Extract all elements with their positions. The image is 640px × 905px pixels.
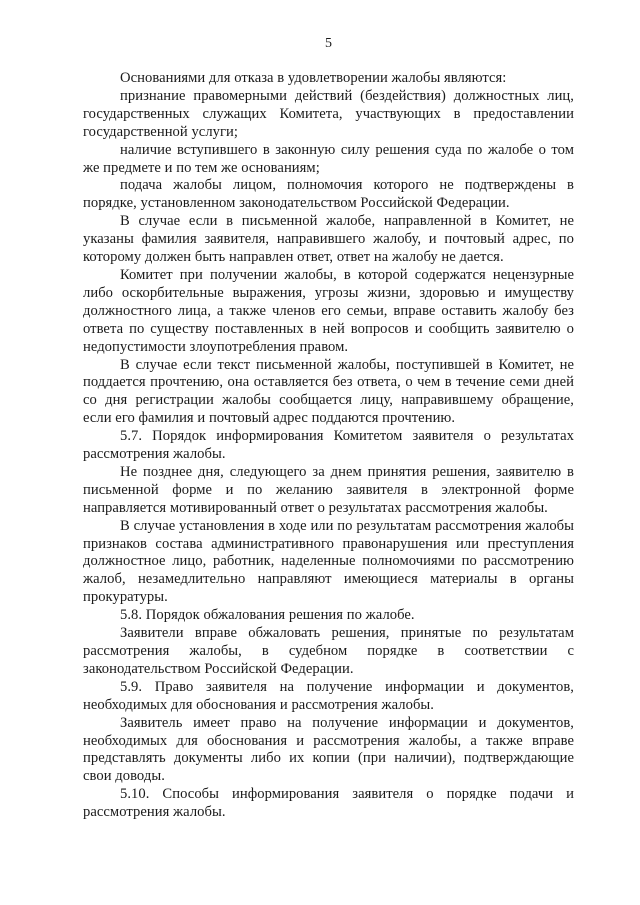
paragraph-offensive-language: Комитет при получении жалобы, в которой содержатся нецензурные либо оскорбительные выражения, угрозы жизни, здоровью и имуществу должностного лица, а также членов его семьи, вправе оставить жалобу без ответа по существу поставленных в ней вопросов и сообщить заявителю о недопустимости злоупотребления правом. [83, 266, 574, 355]
section-heading-5-8: 5.8. Порядок обжалования решения по жалобе. [120, 607, 415, 624]
paragraph-right-to-information: Заявитель имеет право на получение информации и документов, необходимых для обоснования и рассмотрения жалобы, а также вправе представлять документы либо их копии (при наличии), подтверждающие свои доводы. [83, 714, 574, 785]
paragraph-violation-found: В случае установления в ходе или по результатам рассмотрения жалобы признаков состава административного правонарушения или преступления должностное лицо, работник, наделенные полномочиями по рассмотрению жалоб, незамедлительно направляют имеющиеся материалы в органы прокуратуры. [83, 517, 574, 606]
paragraph-grounds-for-refusal: Основаниями для отказа в удовлетворении жалобы являются: [120, 70, 507, 86]
paragraph-court-decision: наличие вступившего в законную силу решения суда по жалобе о том же предмете и по тем же основаниям; [83, 141, 574, 176]
paragraph-unconfirmed-authority: подача жалобы лицом, полномочия которого не подтверждены в порядке, установленном законодательством Российской Федерации. [83, 177, 574, 212]
paragraph-response-deadline: Не позднее дня, следующего за днем принятия решения, заявителю в письменной форме и по желанию заявителя в электронной форме направляется мотивированный ответ о результатах рассмотрения жалобы. [83, 463, 574, 516]
paragraph-lawful-actions: признание правомерными действий (бездействия) должностных лиц, государственных служащих Комитета, участвующих в предоставлении государственной услуги; [83, 87, 574, 140]
section-heading-5-7: 5.7. Порядок информирования Комитетом заявителя о результатах рассмотрения жалобы. [83, 428, 574, 463]
paragraph-unreadable-text: В случае если текст письменной жалобы, поступившей в Комитет, не поддается прочтению, она оставляется без ответа, о чем в течение семи дней со дня регистрации жалобы сообщается лицу, направившему обращение, если его фамилия и почтовый адрес поддаются прочтению. [83, 356, 574, 427]
section-heading-5-10: 5.10. Способы информирования заявителя о порядке подачи и рассмотрения жалобы. [83, 786, 574, 821]
document-page [83, 36, 574, 822]
page-number: 5 [325, 36, 332, 51]
paragraph-no-name-address: В случае если в письменной жалобе, направленной в Комитет, не указаны фамилия заявителя, направившего жалобу, и почтовый адрес, по которому должен быть направлен ответ, ответ на жалобу не дается. [83, 213, 574, 266]
section-heading-5-9: 5.9. Право заявителя на получение информации и документов, необходимых для обоснования и рассмотрения жалобы. [83, 678, 574, 713]
paragraph-judicial-appeal: Заявители вправе обжаловать решения, принятые по результатам рассмотрения жалобы, в судебном порядке в соответствии с законодательством Российской Федерации. [83, 625, 574, 677]
